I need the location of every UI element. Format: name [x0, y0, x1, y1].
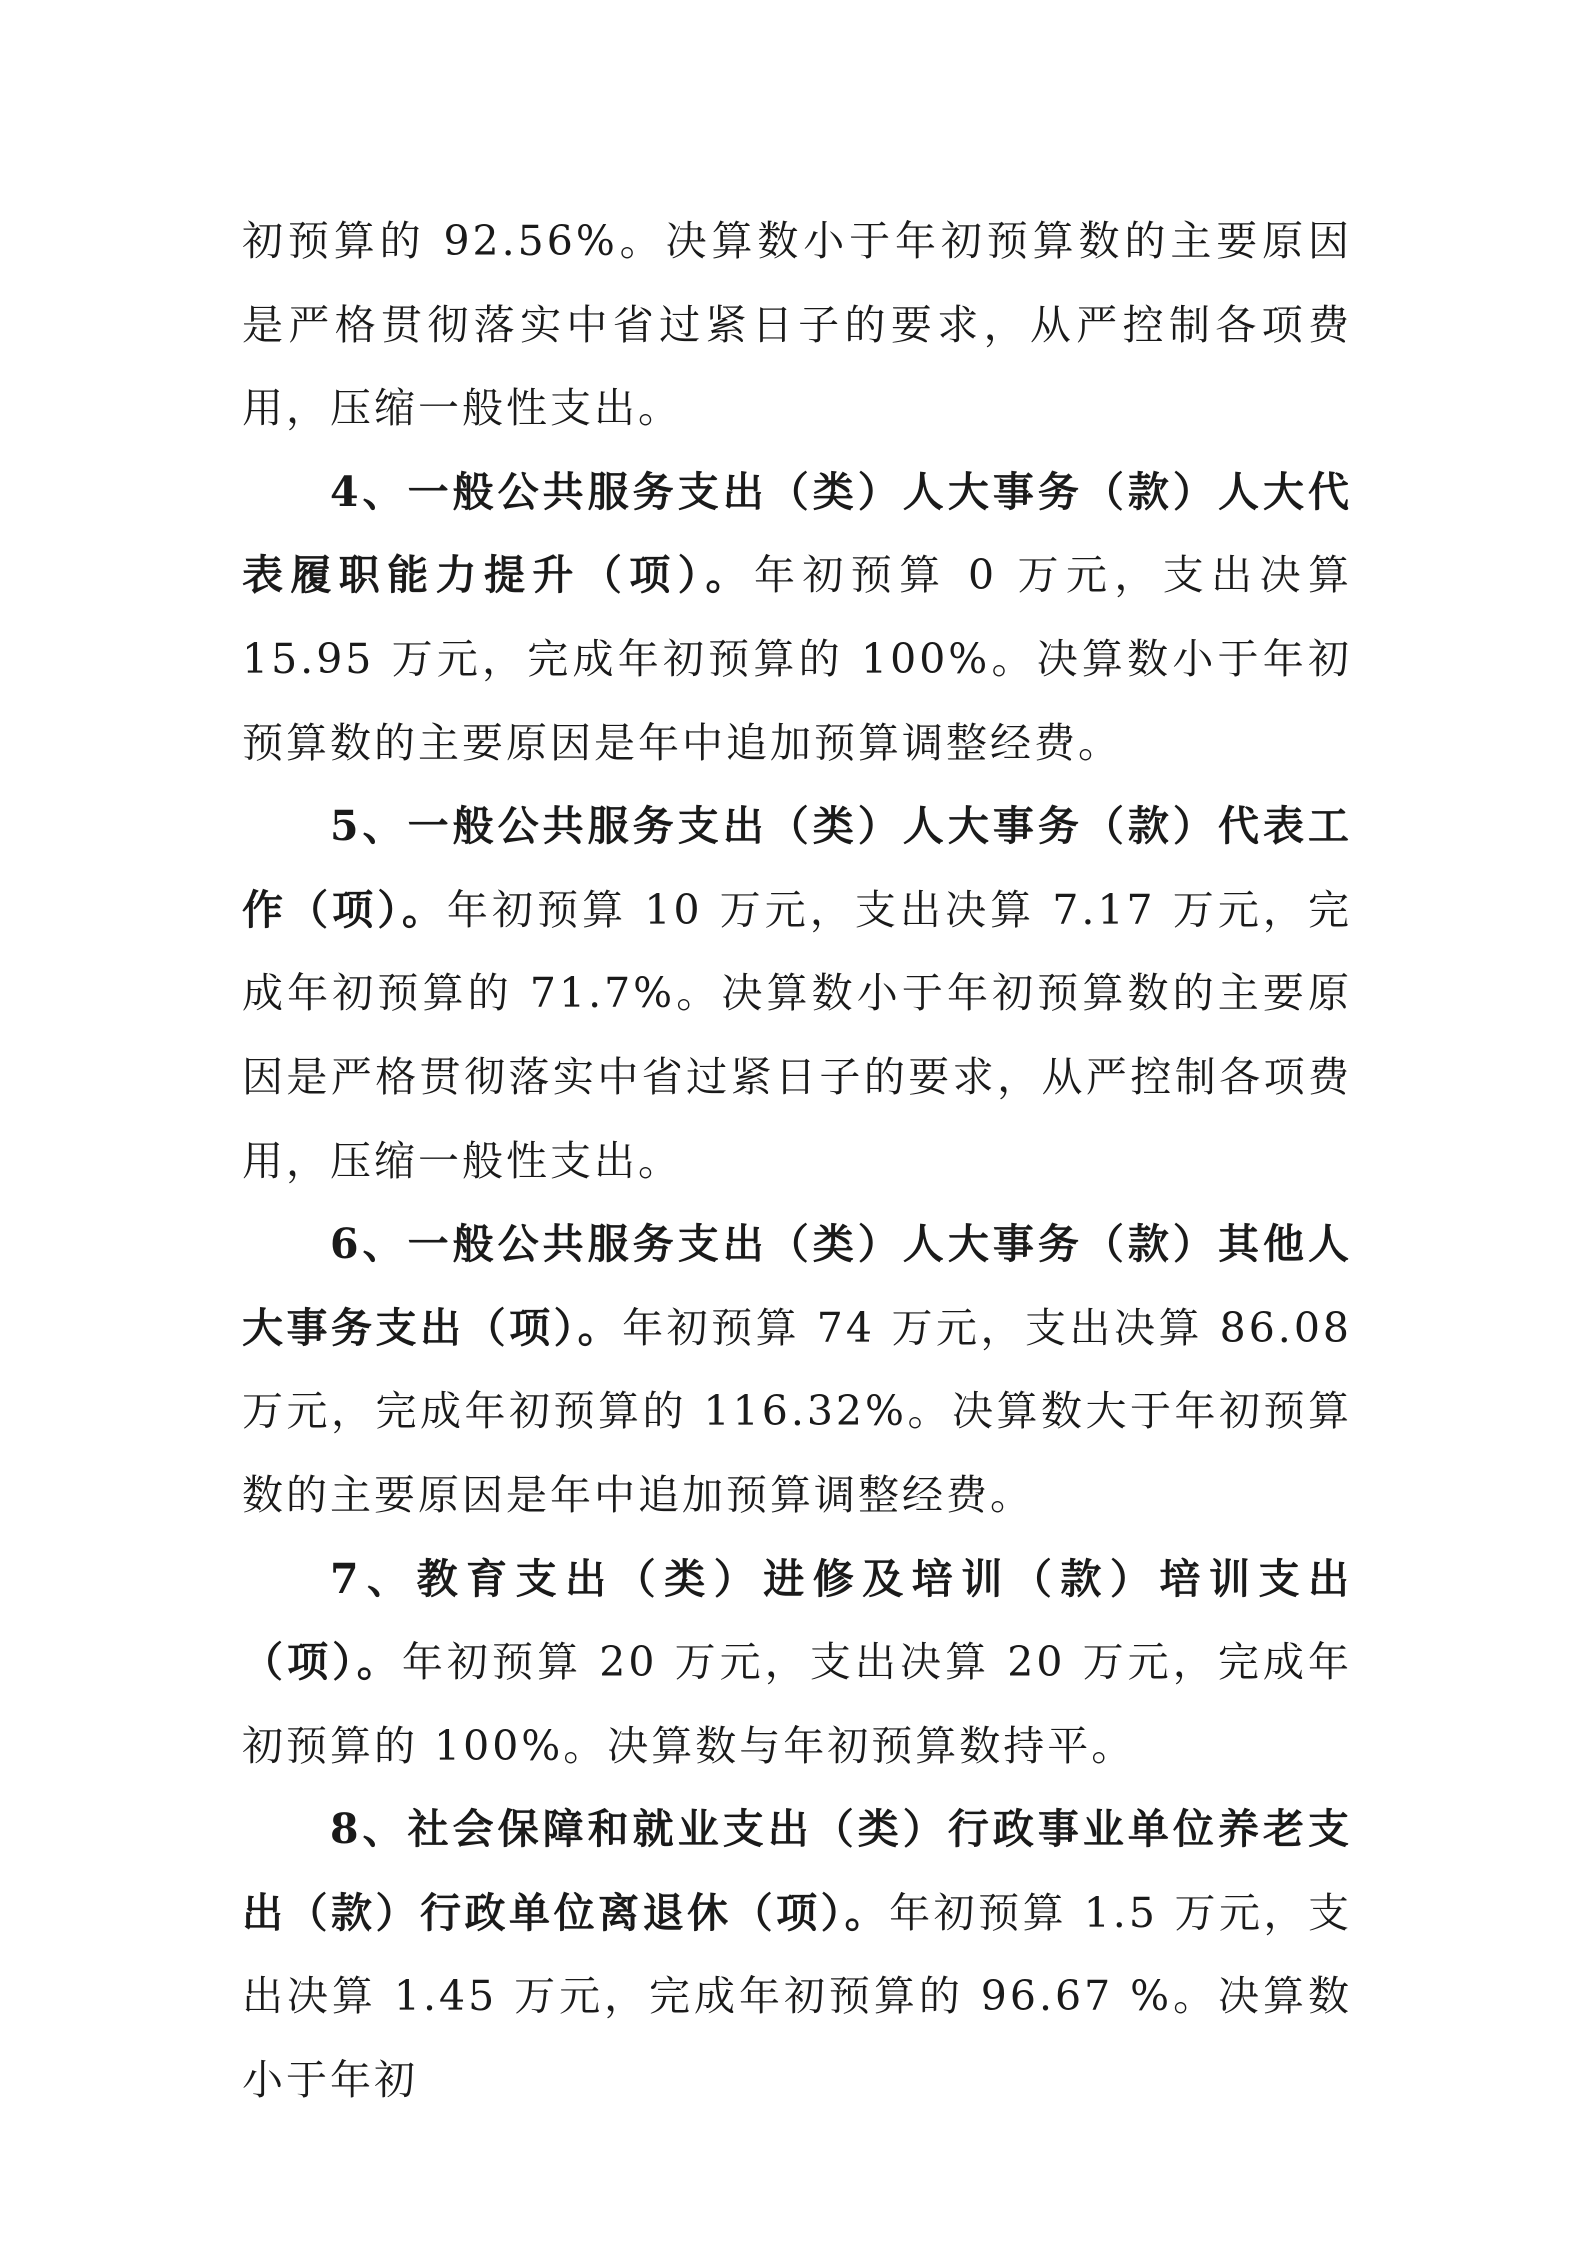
- paragraph-body: 年初预算 20 万元，支出决算 20 万元，完成年初预算的 100%。决算数与年初预算数持平。: [242, 1638, 1352, 1770]
- paragraph-heading: 8、社会保障和就业支出（类）行政事业单位养老支出（款）行政单位离退休（项）。: [242, 1805, 1352, 1937]
- paragraph-heading: 7、教育支出（类）进修及培训（款）培训支出（项）。: [242, 1554, 1352, 1687]
- paragraph-body: 年初预算 0 万元，支出决算 15.95 万元，完成年初预算的 100%。决算数小于年初预算数的主要原因是年中追加预算调整经费。: [242, 551, 1352, 767]
- paragraph-body: 年初预算 74 万元，支出决算 86.08 万元，完成年初预算的 116.32%。决算数大于年初预算数的主要原因是年中追加预算调整经费。: [242, 1303, 1352, 1519]
- paragraph-body: 年初预算 1.5 万元，支出决算 1.45 万元，完成年初预算的 96.67 %。决算数小于年初: [242, 1888, 1352, 2105]
- paragraph-heading: 5、一般公共服务支出（类）人大事务（款）代表工作（项）。: [242, 802, 1352, 934]
- paragraph-item-6: [242, 1203, 1352, 1537]
- paragraph-continuation: [242, 200, 1352, 451]
- paragraph-body: 年初预算 10 万元，支出决算 7.17 万元，完成年初预算的 71.7%。决算数小于年初预算数的主要原因是严格贯彻落实中省过紧日子的要求，从严控制各项费用，压缩一般性支出。: [242, 885, 1353, 1185]
- paragraph-heading: 4、一般公共服务支出（类）人大事务（款）人大代表履职能力提升（项）。: [242, 467, 1352, 600]
- paragraph-item-5: [242, 785, 1352, 1203]
- paragraph-body: 初预算的 92.56%。决算数小于年初预算数的主要原因是严格贯彻落实中省过紧日子的要求，从严控制各项费用，压缩一般性支出。: [242, 217, 1352, 433]
- paragraph-item-4: [242, 451, 1352, 785]
- paragraph-item-7: [242, 1538, 1352, 1789]
- paragraph-item-8: [242, 1788, 1352, 2122]
- paragraph-heading: 6、一般公共服务支出（类）人大事务（款）其他人大事务支出（项）。: [242, 1220, 1352, 1352]
- body-text: [242, 200, 1352, 2123]
